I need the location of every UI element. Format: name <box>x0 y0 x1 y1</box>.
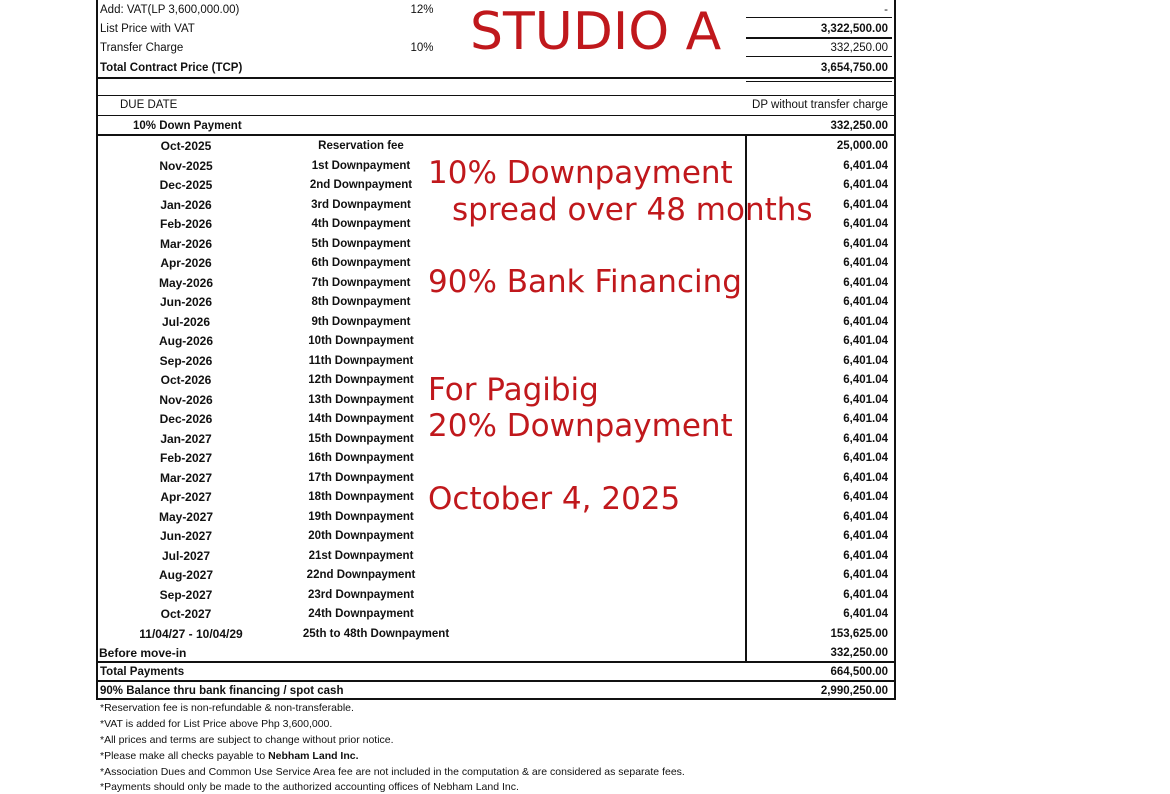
schedule-row <box>96 449 896 469</box>
balance-label: 90% Balance thru bank financing / spot cash <box>100 685 344 697</box>
overlay-bank-financing: 90% Bank Financing <box>428 264 742 300</box>
tcp-label: Total Contract Price (TCP) <box>100 62 243 74</box>
schedule-row <box>96 332 896 352</box>
row-amount: 6,401.04 <box>843 393 888 406</box>
row-description: 1st Downpayment <box>311 159 411 172</box>
row-date: Dec-2025 <box>159 178 213 192</box>
row-description: 3rd Downpayment <box>311 198 411 211</box>
row-description: 23rd Downpayment <box>307 588 415 601</box>
note-checks-company: Nebham Land Inc. <box>268 750 359 762</box>
row-date: May-2027 <box>158 509 214 524</box>
list-price-amount: 3,322,500.00 <box>820 23 888 35</box>
row-date: Nov-2025 <box>159 158 213 173</box>
row-date: Nov-2026 <box>159 392 213 407</box>
schedule-header-bottom <box>96 115 896 116</box>
row-description: 14th Downpayment <box>308 413 414 425</box>
row-amount: 6,401.04 <box>843 237 888 250</box>
row-date: Feb-2026 <box>159 217 213 231</box>
row-description: 25th to 48th Downpayment <box>302 627 450 640</box>
row-amount: 6,401.04 <box>843 471 888 484</box>
row-description: 8th Downpayment <box>311 296 411 308</box>
row-description: 22nd Downpayment <box>306 569 416 581</box>
schedule-row <box>96 586 896 606</box>
row-date: Jun-2026 <box>159 295 213 309</box>
row-date: Before move-in <box>99 646 187 660</box>
schedule-row <box>96 625 896 645</box>
schedule-header-top <box>96 95 896 96</box>
row-amount: 25,000.00 <box>836 140 888 152</box>
row-date: Sep-2027 <box>159 587 213 602</box>
schedule-row <box>96 566 896 586</box>
row-date: Apr-2027 <box>160 490 212 504</box>
row-description: 17th Downpayment <box>308 471 414 484</box>
list-price-label: List Price with VAT <box>100 23 195 35</box>
transfer-charge-label: Transfer Charge <box>100 42 184 54</box>
row-description: 2nd Downpayment <box>309 179 413 191</box>
down-payment-label: 10% Down Payment <box>133 120 242 132</box>
row-amount: 6,401.04 <box>843 354 888 367</box>
row-amount: 6,401.04 <box>843 452 888 464</box>
row-amount: 6,401.04 <box>843 510 888 523</box>
row-date: Oct-2027 <box>160 607 212 621</box>
row-description: 6th Downpayment <box>311 257 411 269</box>
row-amount: 6,401.04 <box>843 413 888 425</box>
row-date: Dec-2026 <box>159 412 213 426</box>
row-amount: 6,401.04 <box>843 588 888 601</box>
tcp-divider <box>96 77 896 79</box>
row-date: Oct-2026 <box>160 373 212 387</box>
transfer-charge-amount: 332,250.00 <box>830 42 888 54</box>
row-amount: 6,401.04 <box>843 179 888 191</box>
row-amount: 6,401.04 <box>843 530 888 542</box>
row-description: 4th Downpayment <box>311 218 411 230</box>
schedule-row <box>96 313 896 333</box>
due-date-header: DUE DATE <box>120 99 178 111</box>
transfer-charge-pct: 10% <box>410 42 434 54</box>
overlay-downpayment: 10% Downpayment <box>428 155 733 191</box>
row-description: 21st Downpayment <box>308 549 414 562</box>
schedule-row <box>96 547 896 567</box>
row-description: 16th Downpayment <box>308 452 414 464</box>
row-description: 9th Downpayment <box>311 315 411 328</box>
row-date: Oct-2025 <box>160 139 212 153</box>
row-amount: 6,401.04 <box>843 374 888 386</box>
row-amount: 153,625.00 <box>830 627 888 640</box>
row-date: 11/04/27 - 10/04/29 <box>139 626 243 641</box>
row-description: 7th Downpayment <box>311 276 411 289</box>
row-date: Jun-2027 <box>159 529 213 543</box>
overlay-pagibig: For Pagibig <box>428 372 599 408</box>
total-payments-amount: 664,500.00 <box>830 666 888 678</box>
row-description: 19th Downpayment <box>308 510 414 523</box>
row-date: Jan-2026 <box>160 197 212 212</box>
tcp-amount: 3,654,750.00 <box>820 62 888 74</box>
down-payment-underline <box>96 134 896 136</box>
balance-amount: 2,990,250.00 <box>820 685 888 697</box>
row-amount: 6,401.04 <box>843 198 888 211</box>
row-amount: 6,401.04 <box>843 315 888 328</box>
row-description: 12th Downpayment <box>308 374 414 386</box>
row-description: 20th Downpayment <box>308 530 414 542</box>
row-description: 5th Downpayment <box>311 237 411 250</box>
row-date: Sep-2026 <box>159 353 213 368</box>
row-amount: 6,401.04 <box>843 218 888 230</box>
row-description: 15th Downpayment <box>308 432 414 445</box>
row-amount: 6,401.04 <box>843 257 888 269</box>
total-payments-label: Total Payments <box>100 666 185 678</box>
row-amount: 332,250.00 <box>830 647 888 659</box>
total-payments-top <box>96 661 896 663</box>
note-checks <box>100 750 359 763</box>
note-prices: *All prices and terms are subject to change without prior notice. <box>100 734 394 746</box>
row-description: 24th Downpayment <box>308 608 414 620</box>
row-amount: 6,401.04 <box>843 276 888 289</box>
row-amount: 6,401.04 <box>843 335 888 347</box>
row-amount: 6,401.04 <box>843 296 888 308</box>
note-payments: *Payments should only be made to the authorized accounting offices of Nebham Land Inc. <box>100 781 519 793</box>
schedule-row <box>96 352 896 372</box>
row-date: May-2026 <box>158 275 214 290</box>
vat-amount: - <box>884 4 888 16</box>
row-amount: 6,401.04 <box>843 491 888 503</box>
balance-top <box>96 680 896 682</box>
vat-label: Add: VAT(LP 3,600,000.00) <box>100 4 240 16</box>
row-description: 10th Downpayment <box>308 335 414 347</box>
down-payment-amount: 332,250.00 <box>830 120 888 132</box>
balance-bottom <box>96 698 896 700</box>
row-description: 18th Downpayment <box>308 491 414 503</box>
row-description: 13th Downpayment <box>308 393 414 406</box>
row-date: Mar-2026 <box>159 236 213 251</box>
row-date: Feb-2027 <box>159 451 213 465</box>
schedule-row <box>96 527 896 547</box>
row-date: Jul-2027 <box>161 548 211 563</box>
row-date: Mar-2027 <box>159 470 213 485</box>
overlay-pagibig-downpayment: 20% Downpayment <box>428 408 733 444</box>
vat-underline <box>746 17 892 18</box>
row-amount: 6,401.04 <box>843 159 888 172</box>
studio-title: STUDIO A <box>470 2 722 62</box>
row-amount: 6,401.04 <box>843 569 888 581</box>
row-date: Aug-2027 <box>158 568 214 582</box>
row-amount: 6,401.04 <box>843 432 888 445</box>
dp-without-transfer-header: DP without transfer charge <box>752 99 888 111</box>
row-date: Jan-2027 <box>160 431 212 446</box>
note-reservation: *Reservation fee is non-refundable & non-transferable. <box>100 702 354 714</box>
list-price-underline <box>746 37 892 39</box>
schedule-row <box>96 235 896 255</box>
tcp-double-underline <box>746 81 892 82</box>
note-association-dues: *Association Dues and Common Use Service Area fee are not included in the computation & are considered as separate fees. <box>100 766 685 778</box>
row-date: Aug-2026 <box>158 334 214 348</box>
row-amount: 6,401.04 <box>843 608 888 620</box>
transfer-underline <box>746 56 892 57</box>
vat-pct: 12% <box>410 4 434 16</box>
overlay-date: October 4, 2025 <box>428 481 681 517</box>
overlay-spread: spread over 48 months <box>452 192 813 228</box>
row-description: Reservation fee <box>318 140 404 152</box>
row-date: Apr-2026 <box>160 256 212 270</box>
row-description: 11th Downpayment <box>308 354 414 367</box>
note-checks-prefix: *Please make all checks payable to <box>100 750 269 762</box>
note-vat: *VAT is added for List Price above Php 3,600,000. <box>100 718 333 730</box>
schedule-row <box>96 605 896 625</box>
row-amount: 6,401.04 <box>843 549 888 562</box>
row-date: Jul-2026 <box>161 314 211 329</box>
